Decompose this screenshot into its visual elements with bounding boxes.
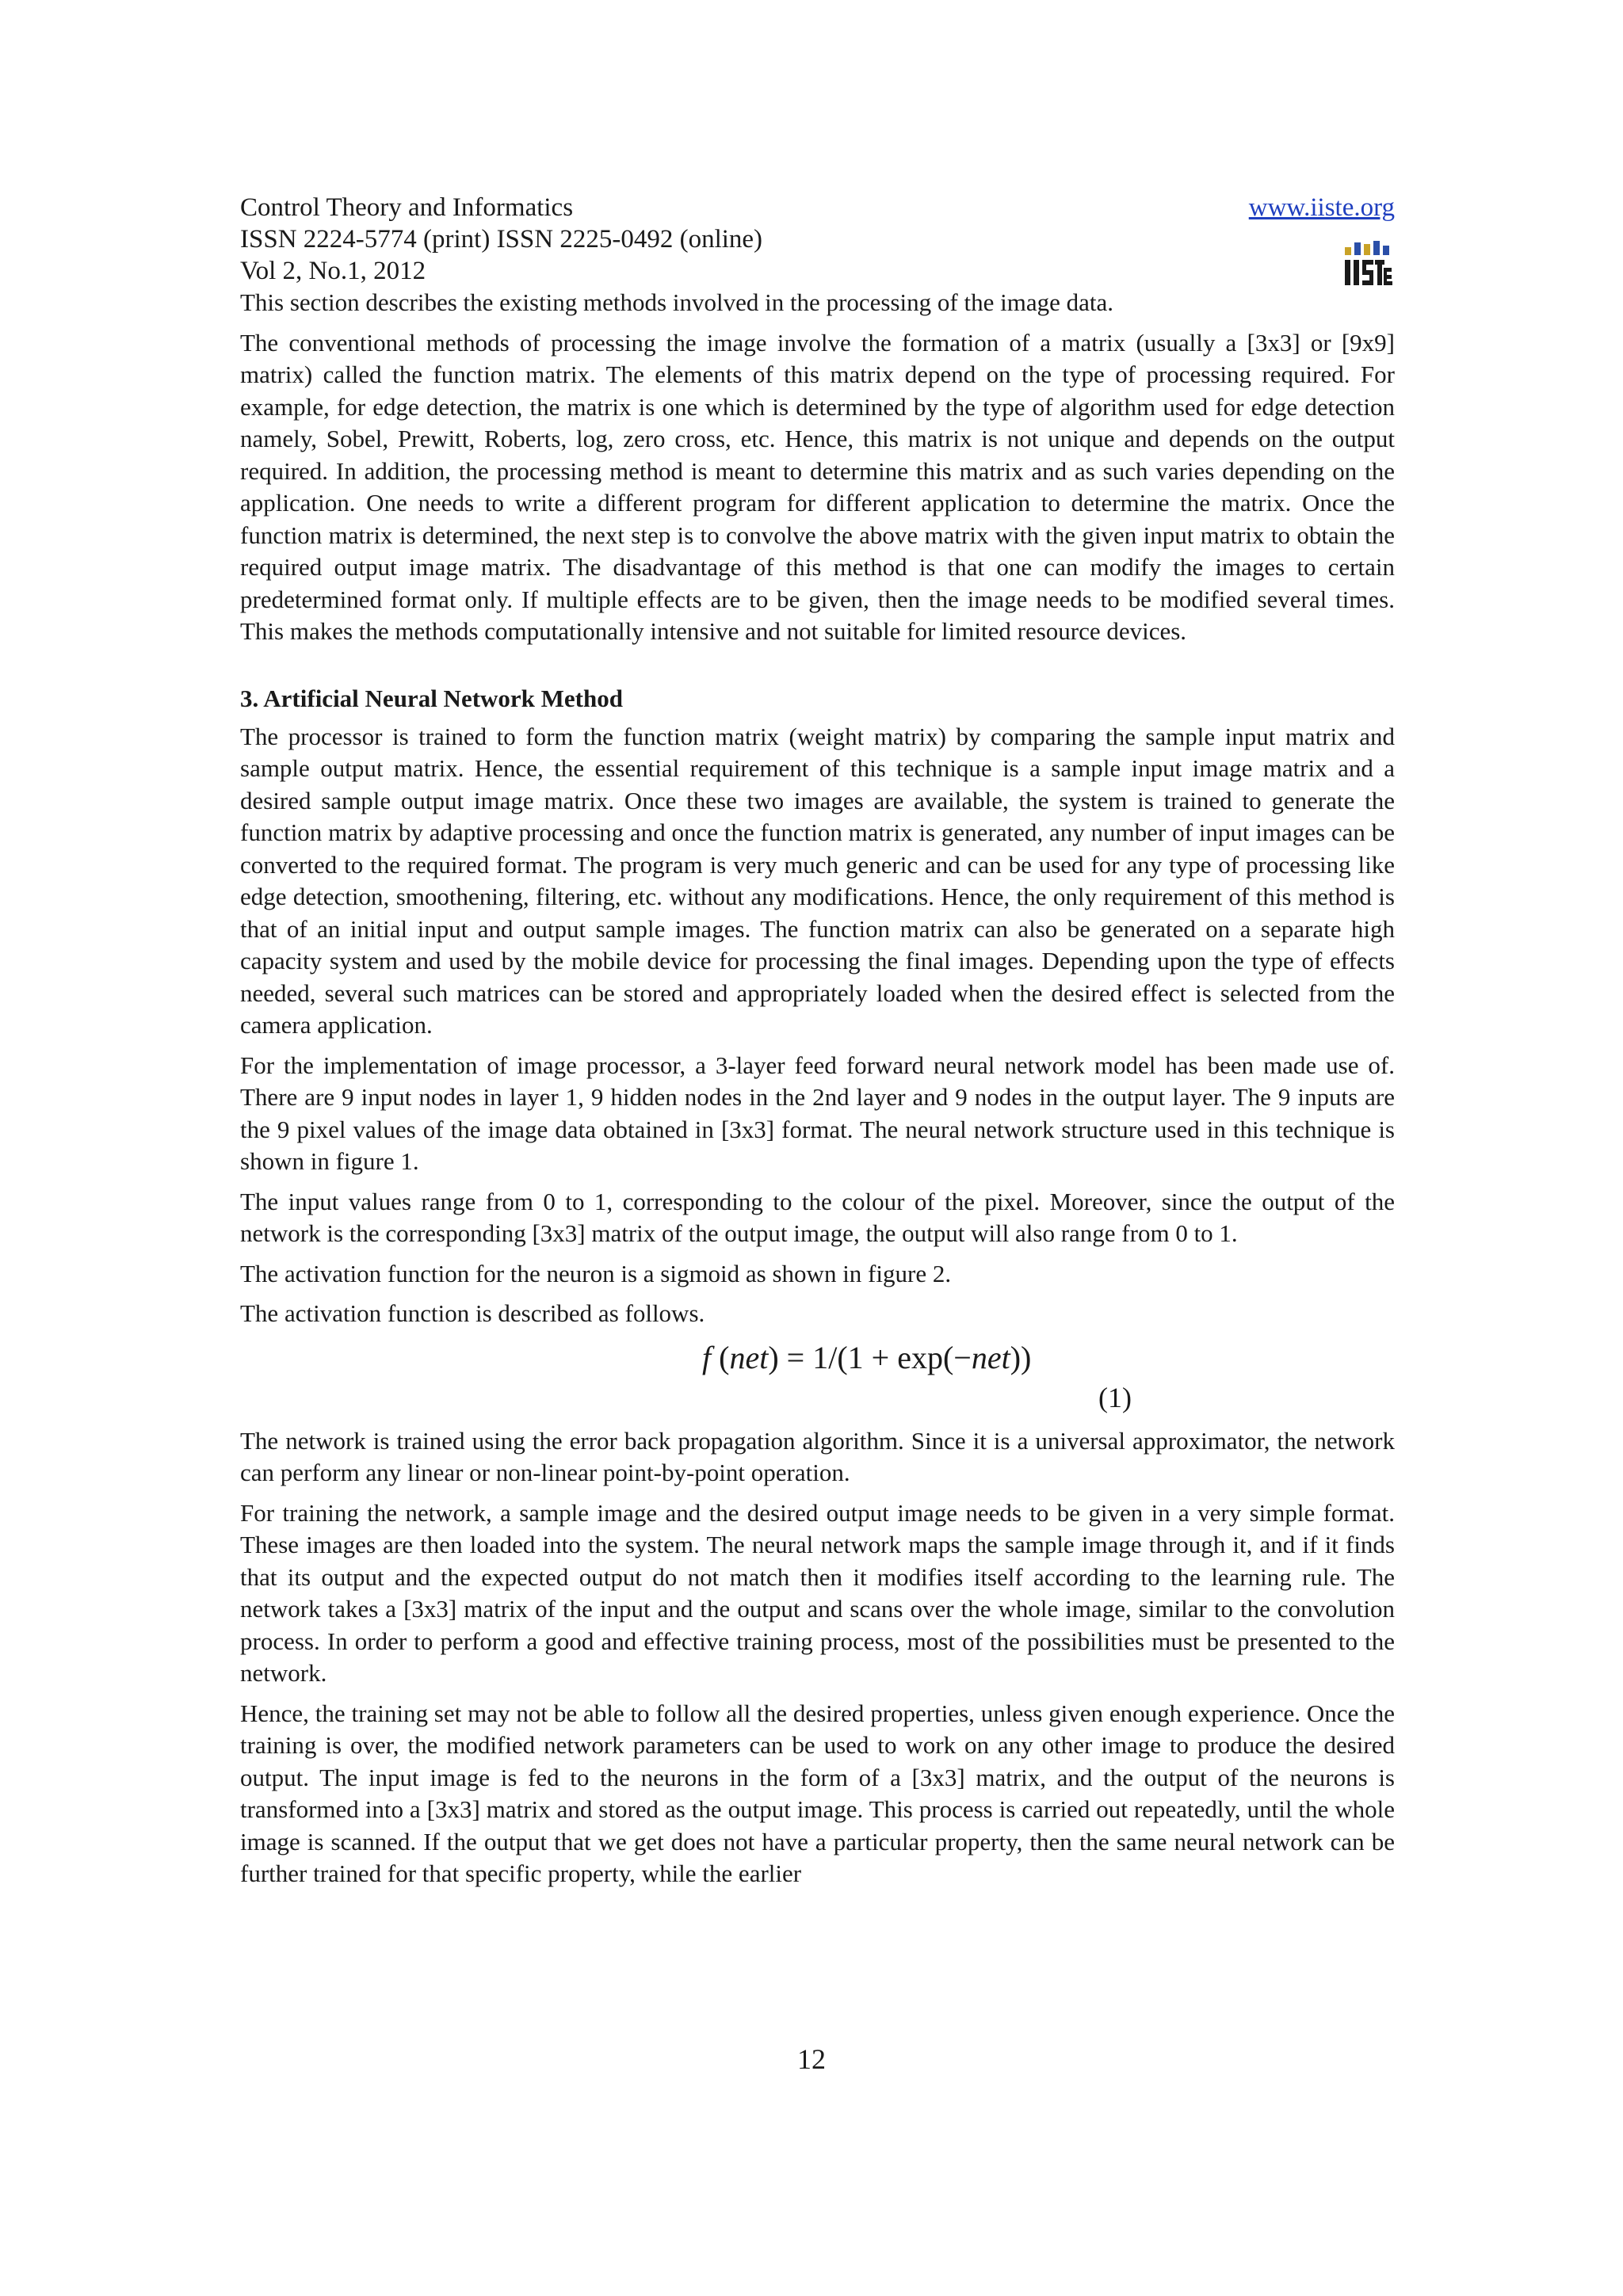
journal-title: Control Theory and Informatics	[240, 193, 574, 222]
paragraph-training-set: Hence, the training set may not be able to follow all the desired properties, unless given enough experience. Once the training is over, the modified network parameters can be used to work on any other image to produce the desired output. The input image is fed to the neurons in the form of a [3x3] matrix, and the output of the neurons is transformed into a [3x3] matrix and stored as the output image. This process is carried out repeatedly, until the whole image is scanned. If the output that we get does not have a particular property, then the same neural network can be further trained for that specific property, while the earlier	[240, 1699, 1395, 1887]
paragraph-conventional-methods: The conventional methods of processing the image involve the formation of a matrix (usually a [3x3] or [9x9] matrix) called the function matrix. The elements of this matrix depend on the type of processing required. For example, for edge detection, the matrix is one which is determined by the type of algorithm used for edge detection namely, Sobel, Prewitt, Roberts, log, zero cross, etc. Hence, this matrix is not unique and depends on the output required. In addition, the processing method is meant to determine this matrix and as such varies depending on the application. One needs to write a different program for different application to determine the matrix. Once the function matrix is determined, the next step is to convolve the above matrix with the given input matrix to obtain the required output image matrix. The disadvantage of this method is that one can modify the images to certain predetermined format only. If multiple effects are to be given, then the image needs to be modified several times. This makes the methods computationally intensive and not suitable for limited resource devices.	[240, 328, 1395, 645]
iiste-logo-icon	[1342, 239, 1393, 288]
equation-1	[240, 1338, 1395, 1416]
paragraph-activation-described: The activation function is described as follows.	[240, 1299, 705, 1327]
journal-url-link[interactable]: www.iiste.org	[1248, 193, 1395, 222]
paragraph-training-network: For training the network, a sample image and the desired output image needs to be given in a very simple format. These images are then loaded into the system. The neural network maps the sample image through it, and if it finds that its output and the expected output do not match then it modifies itself according to the learning rule. The network takes a [3x3] matrix of the input and the output and scans over the whole image, similar to the convolution process. In order to perform a good and effective training process, most of the possibilities must be presented to the network.	[240, 1498, 1395, 1687]
equation-number: (1)	[1098, 1381, 1132, 1413]
volume-line: Vol 2, No.1, 2012	[240, 257, 426, 285]
section-3-heading: 3. Artificial Neural Network Method	[240, 684, 623, 712]
paragraph-ann-training: The processor is trained to form the function matrix (weight matrix) by comparing the sample input matrix and sample output matrix. Hence, the essential requirement of this technique is a sample input image matrix and a desired sample output image matrix. Once these two images are available, the system is trained to generate the function matrix by adaptive processing and once the function matrix is generated, any number of input images can be converted to the required format. The program is very much generic and can be used for any type of processing like edge detection, smoothening, filtering, etc. without any modifications. Hence, the only requirement of this method is that of an initial input and output sample images. The function matrix can also be generated on a separate high capacity system and used by the mobile device for processing the final images. Depending upon the type of effects needed, several such matrices can be stored and appropriately loaded when the desired effect is selected from the camera application.	[240, 722, 1395, 1039]
paragraph-input-range: The input values range from 0 to 1, corresponding to the colour of the pixel. Moreover, since the output of the network is the corresponding [3x3] matrix of the output image, the output will also range from 0 to 1.	[240, 1187, 1395, 1247]
paragraph-activation-sigmoid: The activation function for the neuron is a sigmoid as shown in figure 2.	[240, 1259, 952, 1287]
issn-line: ISSN 2224-5774 (print) ISSN 2225-0492 (online)	[240, 225, 763, 254]
page-header	[240, 192, 1395, 287]
section-intro-line: This section describes the existing methods involved in the processing of the image data.	[240, 288, 1113, 316]
page-content	[240, 192, 1395, 1898]
paragraph-backpropagation: The network is trained using the error back propagation algorithm. Since it is a universal approximator, the network can perform any linear or non-linear point-by-point operation.	[240, 1426, 1395, 1486]
page-number: 12	[797, 2043, 826, 2075]
sigmoid-formula: f (net) = 1/(1 + exp(−net))	[702, 1339, 1032, 1375]
paragraph-network-structure: For the implementation of image processor, a 3-layer feed forward neural network model has been made use of. There are 9 input nodes in layer 1, 9 hidden nodes in the 2nd layer and 9 nodes in the output layer. The 9 inputs are the 9 pixel values of the image data obtained in [3x3] format. The neural network structure used in this technique is shown in figure 1.	[240, 1051, 1395, 1175]
